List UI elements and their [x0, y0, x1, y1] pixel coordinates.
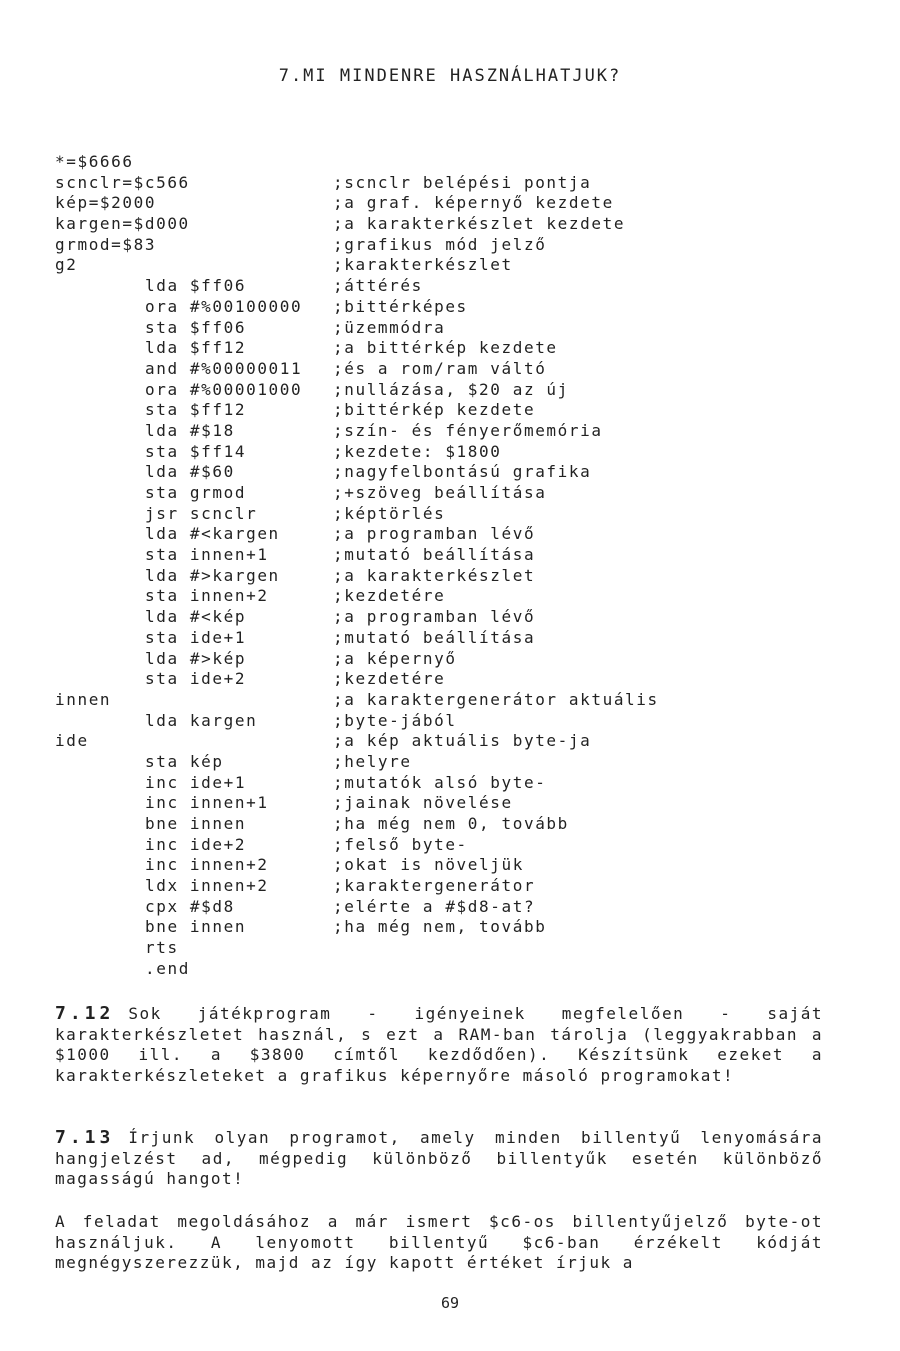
code-line — [55, 690, 855, 711]
code-instruction: sta $ff12 — [145, 400, 247, 420]
page-number: 69 — [440, 1294, 460, 1312]
code-comment: ;grafikus mód jelző — [333, 234, 547, 254]
code-label: innen — [55, 689, 112, 709]
code-line — [55, 152, 855, 173]
code-instruction: bne innen — [145, 814, 247, 833]
code-instruction: ora #%00100000 — [145, 296, 303, 316]
code-comment: ;mutató beállítása — [333, 545, 536, 565]
code-instruction: rts — [145, 938, 179, 958]
code-line — [55, 628, 855, 649]
code-line — [55, 917, 855, 938]
code-comment: ;felső byte- — [333, 834, 468, 854]
code-label: g2 — [55, 255, 78, 275]
code-line — [55, 524, 855, 545]
code-instruction: lda #>kargen — [145, 565, 280, 585]
code-comment: ;a képernyő — [333, 648, 457, 668]
code-line — [55, 566, 855, 587]
code-comment: ;kezdete: $1800 — [333, 441, 502, 461]
code-comment: ;helyre — [333, 751, 412, 771]
code-line — [55, 669, 855, 690]
code-instruction: lda kargen — [145, 710, 258, 730]
code-line — [55, 504, 855, 525]
code-line — [55, 607, 855, 628]
code-instruction: inc innen+1 — [145, 793, 269, 813]
code-instruction: inc ide+1 — [145, 772, 247, 792]
code-comment: ;a karaktergenerátor aktuális — [333, 689, 659, 709]
code-comment: ;a programban lévő — [333, 524, 536, 544]
code-line — [55, 318, 855, 339]
code-label: kargen=$d000 — [55, 214, 190, 234]
code-comment: ;a karakterkészlet kezdete — [333, 214, 626, 234]
code-instruction: lda $ff12 — [145, 338, 247, 358]
code-instruction: ldx innen+2 — [145, 876, 269, 896]
code-comment: ;ha még nem, tovább — [333, 917, 547, 937]
code-instruction: inc ide+2 — [145, 834, 247, 854]
exercise-number: 7.13 — [55, 1127, 115, 1148]
assembly-listing — [55, 152, 855, 980]
code-line — [55, 649, 855, 670]
code-line — [55, 752, 855, 773]
code-label: ide — [55, 731, 89, 751]
code-line — [55, 214, 855, 235]
code-instruction: jsr scnclr — [145, 503, 258, 523]
code-line — [55, 773, 855, 794]
code-line — [55, 959, 855, 980]
code-comment: ;szín- és fényerőmemória — [333, 420, 603, 440]
code-comment: ;áttérés — [333, 276, 423, 296]
code-comment: ;üzemmódra — [333, 317, 446, 337]
code-comment: ;bittérképes — [333, 296, 468, 316]
code-label: scnclr=$c566 — [55, 172, 190, 192]
code-instruction: inc innen+2 — [145, 855, 269, 875]
code-comment: ;mutatók alsó byte- — [333, 772, 547, 792]
code-instruction: sta $ff06 — [145, 317, 247, 337]
exercise-text: Sok játékprogram - igényeinek megfelelően - saját karakterkészletet használ, s ezt a RAM-ban tárolja (leggyakrabban a $1000 ill. a $3800 címtől kezdődően). Készítsünk ezeket a karakterkészleteket a grafikus képernyőre másoló programokat! — [55, 1004, 823, 1086]
code-line — [55, 938, 855, 959]
code-comment: ;scnclr belépési pontja — [333, 172, 592, 192]
code-comment: ;és a rom/ram váltó — [333, 358, 547, 378]
code-comment: ;mutató beállítása — [333, 627, 536, 647]
code-line — [55, 193, 855, 214]
code-comment: ;kezdetére — [333, 586, 446, 606]
code-line — [55, 421, 855, 442]
exercise-text: Írjunk olyan programot, amely minden billentyű lenyomására hangjelzést ad, mégpedig különböző billentyűk esetén különböző magasságú hangot! — [55, 1128, 823, 1189]
code-comment: ;karaktergenerátor — [333, 876, 536, 896]
code-label: grmod=$83 — [55, 234, 157, 254]
code-instruction: lda #$18 — [145, 420, 235, 440]
code-line — [55, 462, 855, 483]
code-instruction: sta ide+1 — [145, 627, 247, 647]
code-instruction: ora #%00001000 — [145, 379, 303, 399]
code-comment: ;+szöveg beállítása — [333, 483, 547, 502]
code-line — [55, 731, 855, 752]
code-instruction: sta $ff14 — [145, 441, 247, 461]
code-instruction: sta kép — [145, 751, 224, 771]
code-line — [55, 173, 855, 194]
code-comment: ;elérte a #$d8-at? — [333, 896, 536, 916]
code-line — [55, 835, 855, 856]
code-comment: ;karakterkészlet — [333, 255, 513, 275]
code-comment: ;okat is növeljük — [333, 855, 524, 875]
code-comment: ;képtörlés — [333, 503, 446, 523]
code-instruction: lda #<kargen — [145, 524, 280, 544]
code-comment: ;nullázása, $20 az új — [333, 379, 569, 399]
code-instruction: sta innen+2 — [145, 586, 269, 606]
code-comment: ;kezdetére — [333, 669, 446, 689]
code-line — [55, 793, 855, 814]
code-line — [55, 400, 855, 421]
code-instruction: and #%00000011 — [145, 358, 303, 378]
code-line — [55, 359, 855, 380]
exercise-7-12 — [55, 1004, 823, 1087]
code-label: kép=$2000 — [55, 193, 157, 213]
code-line — [55, 711, 855, 732]
code-line — [55, 297, 855, 318]
code-line — [55, 338, 855, 359]
code-instruction: sta ide+2 — [145, 669, 247, 689]
code-line — [55, 483, 855, 504]
code-line — [55, 235, 855, 256]
code-label: *=$6666 — [55, 152, 134, 171]
code-comment: ;a kép aktuális byte-ja — [333, 731, 592, 751]
code-comment: ;ha még nem 0, tovább — [333, 814, 569, 833]
code-line — [55, 545, 855, 566]
code-instruction: lda #>kép — [145, 648, 247, 668]
solution-paragraph: A feladat megoldásához a már ismert $c6-os billentyűjelző byte-ot használjuk. A lenyomott billentyű $c6-ban érzékelt kódját megnégyszerezzük, majd az így kapott értéket írjuk a — [55, 1212, 823, 1273]
code-line — [55, 814, 855, 835]
code-comment: ;a graf. képernyő kezdete — [333, 193, 614, 213]
code-instruction: .end — [145, 958, 190, 978]
code-instruction: sta innen+1 — [145, 545, 269, 565]
code-comment: ;a karakterkészlet — [333, 565, 536, 585]
code-line — [55, 442, 855, 463]
code-line — [55, 586, 855, 607]
code-comment: ;jainak növelése — [333, 793, 513, 813]
code-line — [55, 276, 855, 297]
code-line — [55, 855, 855, 876]
code-comment: ;a programban lévő — [333, 607, 536, 627]
code-instruction: bne innen — [145, 917, 247, 937]
exercise-7-13 — [55, 1128, 823, 1190]
code-comment: ;bittérkép kezdete — [333, 400, 536, 420]
code-line — [55, 876, 855, 897]
code-instruction: lda #$60 — [145, 462, 235, 482]
exercise-number: 7.12 — [55, 1003, 115, 1024]
page-title: 7.MI MINDENRE HASZNÁLHATJUK? — [278, 66, 622, 86]
code-comment: ;a bittérkép kezdete — [333, 338, 558, 358]
code-instruction: sta grmod — [145, 483, 247, 502]
code-line — [55, 255, 855, 276]
code-comment: ;nagyfelbontású grafika — [333, 462, 592, 482]
code-instruction: cpx #$d8 — [145, 896, 235, 916]
code-comment: ;byte-jából — [333, 710, 457, 730]
code-line — [55, 380, 855, 401]
code-instruction: lda $ff06 — [145, 276, 247, 296]
code-instruction: lda #<kép — [145, 607, 247, 627]
code-line — [55, 897, 855, 918]
